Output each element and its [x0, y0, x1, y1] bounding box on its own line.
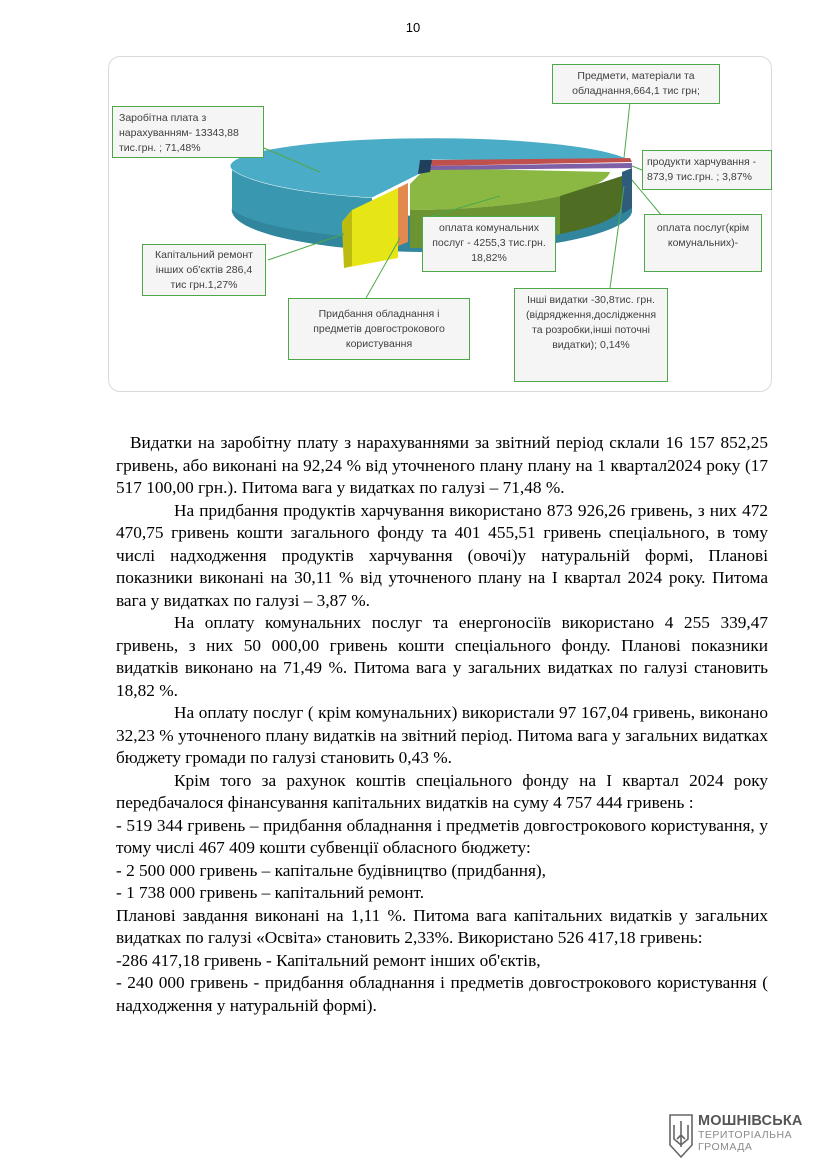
paragraph-utilities: На оплату комунальних послуг та енергоносіїв використано 4 255 339,47 гривень, з них 50 000,00 гривень кошти спеціального фонду. Планові показники видатків виконано на 71,49 %. Питома вага у загальних видатках по галузі становить 18,82 %. — [116, 613, 768, 700]
list-item-equipment-used: - 240 000 гривень - придбання обладнання і предметів довгострокового користування ( надходження у натуральній формі). — [116, 973, 768, 1015]
paragraph-capital: Крім того за рахунок коштів спеціального фонду на І квартал 2024 року передбачалося фінансування капітальних видатків на суму 4 757 444 гривень : — [116, 770, 768, 812]
report-text — [116, 432, 768, 1017]
paragraph-salary: Видатки на заробітну плату з нарахуваннями за звітний період склали 16 157 852,25 гривень, або виконані на 92,24 % від уточненого плану плану на 1 квартал2024 року (17 517 100,00 грн.). Питома вага у видатках по галузі – 71,48 %. — [116, 433, 768, 497]
paragraph-services: На оплату послуг ( крім комунальних) використали 97 167,04 гривень, виконано 32,23 % уточненого плану видатків на звітний період. Питома вага у загальних видатках бюджету громади по галузі становить 0,43 %. — [116, 703, 768, 767]
list-item-construction: - 2 500 000 гривень – капітальне будівництво (придбання), — [116, 860, 546, 880]
list-item-repair: - 1 738 000 гривень – капітальний ремонт. — [116, 883, 425, 902]
callout-food: продукти харчування - 873,9 тис.грн. ; 3,87% — [642, 150, 772, 190]
callout-capital-repair: Капітальний ремонт інших об'єктів 286,4 тис грн.1,27% — [142, 244, 266, 296]
logo-line-3: ГРОМАДА — [698, 1141, 753, 1153]
callout-other: Інші видатки -30,8тис. грн. (відрядження,дослідження та розробки,інші поточні видатки); 0,14% — [514, 288, 668, 382]
list-item-equipment: - 519 344 гривень – придбання обладнання і предметів довгострокового користування, у тому числі 467 409 кошти субвенції обласного бюджету: — [116, 815, 768, 857]
page-number: 10 — [405, 20, 421, 35]
callout-services: оплата послуг(крім комунальних)- — [644, 214, 762, 272]
community-logo — [668, 1113, 818, 1161]
callout-materials: Предмети, матеріали та обладнання,664,1 тис грн; — [552, 64, 720, 104]
logo-line-2: ТЕРИТОРІАЛЬНА — [698, 1129, 793, 1141]
list-item-capital-repair-used: -286 417,18 гривень - Капітальний ремонт інших об'єктів, — [116, 950, 541, 970]
pie-slice-equipment — [398, 183, 408, 246]
callout-equipment: Придбання обладнання і предметів довгострокового користування — [288, 298, 470, 360]
paragraph-food: На придбання продуктів харчування використано 873 926,26 гривень, з них 472 470,75 гривень кошти загального фонду та 401 455,51 гривень спеціального, в тому числі надходження продуктів харчування (овочі)у натуральній формі, Планові показники виконані на 30,11 % від уточненого плану на І квартал 2024 року. Питома вага у видатках по галузі – 3,87 %. — [116, 500, 768, 610]
callout-utilities: оплата комунальних послуг - 4255,3 тис.грн. 18,82% — [422, 216, 556, 272]
paragraph-capital-result: Планові завдання виконані на 1,11 %. Питома вага капітальних видатків у загальних видатках по галузі «Освіта» становить 2,33%. Використано 526 417,18 гривень: — [116, 905, 768, 947]
logo-name: МОШНІВСЬКА — [698, 1113, 803, 1129]
trident-icon — [668, 1113, 694, 1159]
callout-salary: Заробітна плата з нарахуванням- 13343,88 тис.грн. ; 71,48% — [112, 106, 264, 158]
